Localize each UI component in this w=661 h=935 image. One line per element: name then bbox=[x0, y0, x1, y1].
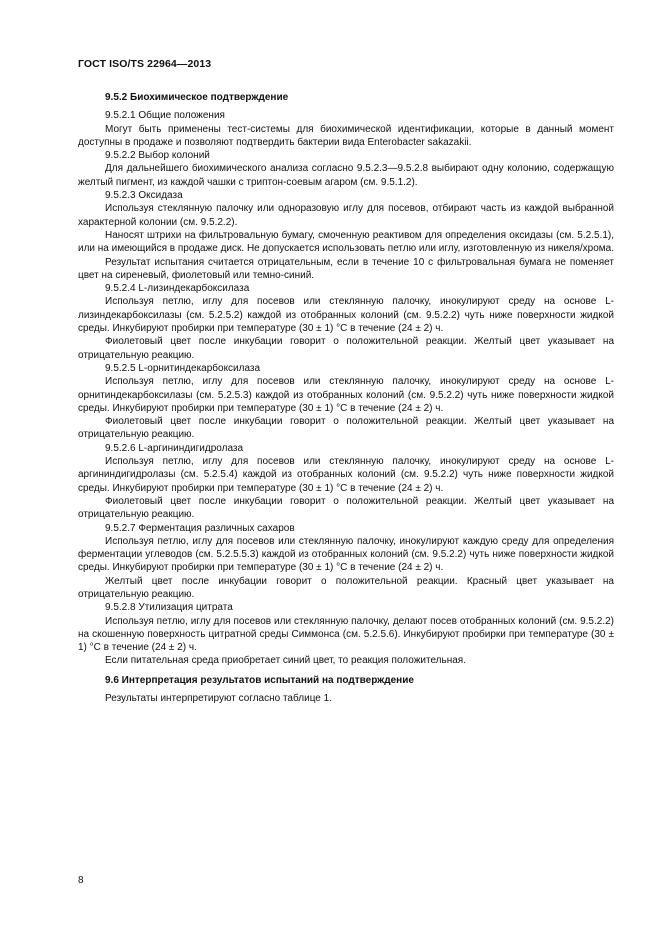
subsection-title-9-5-2-6: 9.5.2.6 L-аргининдигидролаза bbox=[105, 442, 244, 454]
paragraph-9-6-1: Результаты интерпретируют согласно таблице 1. bbox=[105, 693, 332, 705]
subsection-title-9-5-2-8: 9.5.2.8 Утилизация цитрата bbox=[105, 602, 233, 614]
paragraph-9-5-2-3-1: Используя стеклянную палочку или одноразовую иглу для посевов, отбирают часть из каждой выбранной характерной колонии (см. 9.5.2.2). bbox=[78, 203, 614, 228]
paragraph-9-5-2-1-1: Могут быть применены тест-системы для биохимической идентификации, которые в данный момент доступны в продаже и позволяют подтвердить бактерии вида Enterobacter sakazakii. bbox=[78, 123, 614, 148]
paragraph-9-5-2-2-1: Для дальнейшего биохимического анализа согласно 9.5.2.3—9.5.2.8 выбирают одну колонию, содержащую желтый пигмент, из каждой чашки с триптон-соевым агаром (см. 9.5.1.2). bbox=[78, 163, 614, 188]
subsection-title-9-5-2-1: 9.5.2.1 Общие положения bbox=[105, 110, 225, 122]
paragraph-9-5-2-8-1: Используя петлю, иглу для посевов или стеклянную палочку, делают посев отобранных колоний (см. 9.5.2.2) на скошенную поверхность цитратной среды Симмонса (см. 5.2.5.6). Инкубируют пробирки при температуре (30 ± 1) °С в течение (24 ± 2) ч. bbox=[78, 615, 614, 654]
paragraph-9-5-2-4-2: Фиолетовый цвет после инкубации говорит о положительной реакции. Желтый цвет указывает на отрицательную реакцию. bbox=[78, 336, 614, 361]
paragraph-9-5-2-6-2: Фиолетовый цвет после инкубации говорит о положительной реакции. Желтый цвет указывает на отрицательную реакцию. bbox=[78, 495, 614, 521]
paragraph-9-5-2-6-1: Используя петлю, иглу для посевов или стеклянную палочку, инокулируют среду на основе L-аргининдигидролазы (см. 5.2.5.4) каждой из отобранных колоний (см. 9.5.2.2) чуть ниже поверхности жидкой среды. Инкубируют пробирки при температуре (30 ± 1) °С в течение (24 ± 2) ч. bbox=[78, 456, 614, 494]
page-number: 8 bbox=[78, 875, 84, 886]
paragraph-9-5-2-7-1: Используя петлю, иглу для посевов или стеклянную палочку, инокулируют каждую среду для определения ферментации углеводов (см. 5.2.5.5.3) каждой из отобранных колоний (см. 9.5.2.2) чуть ниже поверхности жидкой среды. Инкубируют пробирки при температуре (30 ± 1) °С в течение (24 ± 2) ч. bbox=[78, 535, 614, 574]
section-title-9-5-2: 9.5.2 Биохимическое подтверждение bbox=[105, 92, 289, 103]
subsection-title-9-5-2-2: 9.5.2.2 Выбор колоний bbox=[105, 150, 210, 162]
subsection-title-9-5-2-3: 9.5.2.3 Оксидаза bbox=[105, 190, 183, 202]
standard-header: ГОСТ ISO/TS 22964—2013 bbox=[78, 58, 212, 70]
subsection-title-9-5-2-4: 9.5.2.4 L-лизиндекарбоксилаза bbox=[105, 283, 250, 295]
paragraph-9-5-2-5-2: Фиолетовый цвет после инкубации говорит о положительной реакции. Желтый цвет указывает на отрицательную реакцию. bbox=[78, 416, 614, 441]
document-body bbox=[78, 91, 614, 705]
paragraph-9-5-2-7-2: Желтый цвет после инкубации говорит о положительной реакции. Красный цвет указывает на отрицательную реакцию. bbox=[78, 575, 614, 600]
section-title-9-6: 9.6 Интерпретация результатов испытаний на подтверждение bbox=[105, 674, 414, 686]
paragraph-9-5-2-3-2: Наносят штрихи на фильтровальную бумагу, смоченную реактивом для определения оксидазы (см. 5.2.5.1), или на имеющийся в продаже диск. Не допускается использовать петлю или иглу, изготовленную из никеля/хрома. bbox=[78, 229, 615, 255]
subsection-title-9-5-2-7: 9.5.2.7 Ферментация различных сахаров bbox=[105, 522, 295, 534]
paragraph-9-5-2-4-1: Используя петлю, иглу для посевов или стеклянную палочку, инокулируют среду на основе L-лизиндекарбоксилазы (см. 5.2.5.2) каждой из отобранных колоний (см. 9.5.2.2) чуть ниже поверхности жидкой среды. Инкубируют пробирки при температуре (30 ± 1) °С в течение (24 ± 2) ч. bbox=[78, 296, 614, 335]
paragraph-9-5-2-5-1: Используя петлю, иглу для посевов или стеклянную палочку, инокулируют среду на основе L-орнитиндекарбоксилазы (см. 5.2.5.3) каждой из отобранных колоний (см. 9.5.2.2) чуть ниже поверхности жидкой среды. Инкубируют пробирки при температуре (30 ± 1) °С в течение (24 ± 2) ч. bbox=[78, 376, 614, 414]
subsection-title-9-5-2-5: 9.5.2.5 L-орнитиндекарбоксилаза bbox=[105, 362, 261, 374]
paragraph-9-5-2-3-3: Результат испытания считается отрицательным, если в течение 10 с фильтровальная бумага не поменяет цвет на сиреневый, фиолетовый или темно-синий. bbox=[78, 256, 614, 281]
paragraph-9-5-2-8-2: Если питательная среда приобретает синий цвет, то реакция положительная. bbox=[105, 655, 466, 667]
